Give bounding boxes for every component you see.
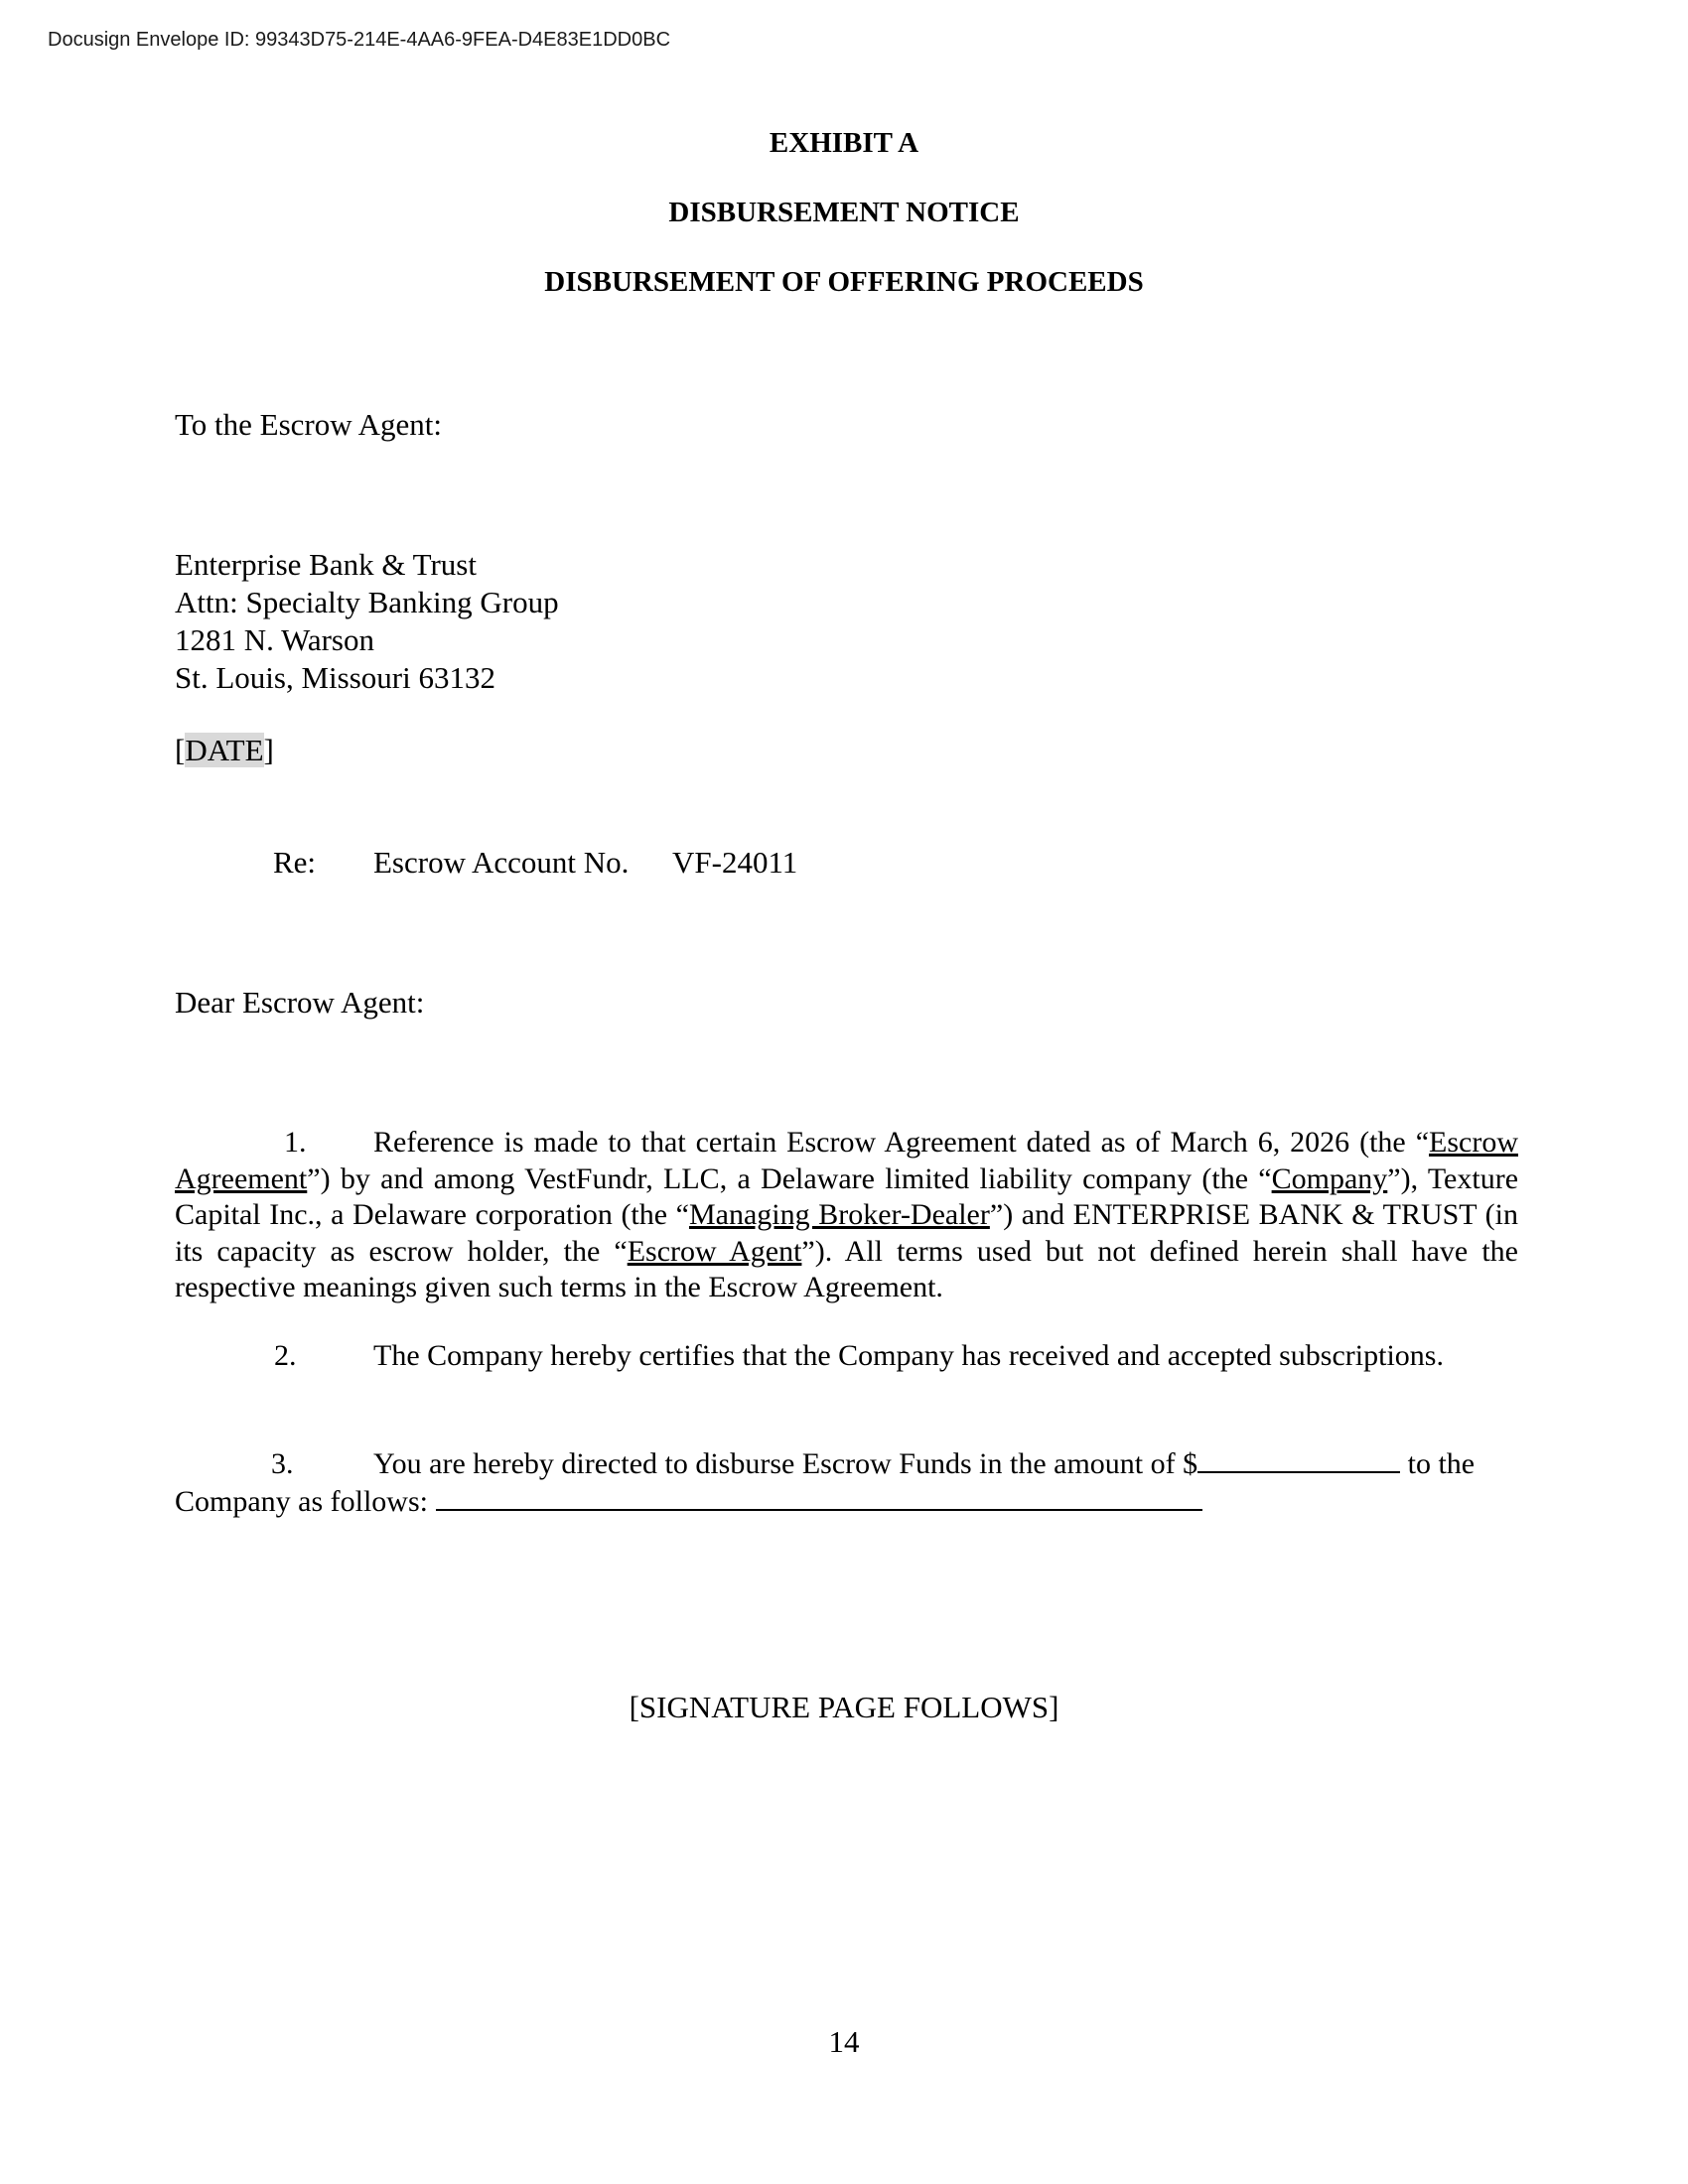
paragraph-3-text-b: to the Company as follows: bbox=[175, 1447, 1476, 1518]
managing-broker-dealer-term: Managing Broker-Dealer bbox=[689, 1198, 990, 1231]
disbursement-instructions-blank-field[interactable] bbox=[436, 1483, 1202, 1511]
salutation: Dear Escrow Agent: bbox=[175, 985, 425, 1020]
paragraph-2-text: The Company hereby certifies that the Company has received and accepted subscriptions. bbox=[373, 1339, 1444, 1372]
subtitle-heading: DISBURSEMENT OF OFFERING PROCEEDS bbox=[544, 266, 1144, 298]
notice-heading: DISBURSEMENT NOTICE bbox=[668, 197, 1020, 228]
paragraph-3-text-a: You are hereby directed to disburse Escrow Funds in the amount of $ bbox=[373, 1447, 1198, 1480]
paragraph-1-text-e: ”). All terms used but not defined herein shall have the respective meanings given such terms in the Escrow Agreement. bbox=[175, 1234, 1518, 1303]
escrow-agent-term: Escrow Agent bbox=[627, 1234, 802, 1268]
date-placeholder: DATE bbox=[185, 733, 264, 767]
paragraph-1-text-c: ”), Texture Capital Inc., a Delaware corporation (the “ bbox=[175, 1161, 1519, 1231]
address-line-4: St. Louis, Missouri 63132 bbox=[175, 660, 495, 695]
re-label: Re: bbox=[273, 845, 317, 880]
paragraph-1-text-b: ”) by and among VestFundr, LLC, a Delaware limited liability company (the “ bbox=[307, 1161, 1272, 1195]
signature-page-note: [SIGNATURE PAGE FOLLOWS] bbox=[629, 1690, 1059, 1724]
date-close-bracket: ] bbox=[263, 733, 274, 767]
date-field bbox=[175, 733, 274, 768]
page-number: 14 bbox=[828, 2024, 860, 2059]
address-line-2: Attn: Specialty Banking Group bbox=[175, 585, 559, 619]
paragraph-3-number: 3. bbox=[271, 1447, 294, 1480]
to-escrow-agent-line: To the Escrow Agent: bbox=[175, 407, 443, 442]
escrow-agreement-term: Escrow Agreement bbox=[175, 1126, 1518, 1195]
exhibit-heading: EXHIBIT A bbox=[769, 127, 919, 159]
paragraph-1-number: 1. bbox=[284, 1126, 307, 1159]
address-line-3: 1281 N. Warson bbox=[175, 622, 375, 657]
company-term: Company bbox=[1271, 1161, 1388, 1195]
recipient-address bbox=[175, 546, 559, 697]
paragraph-2 bbox=[175, 1338, 1518, 1375]
date-open-bracket: [ bbox=[175, 733, 186, 767]
re-escrow-account-label: Escrow Account No. bbox=[373, 845, 630, 880]
paragraph-1-text-a: Reference is made to that certain Escrow Agreement dated as of March 6, 2026 (the “ bbox=[373, 1126, 1430, 1159]
escrow-account-number: VF-24011 bbox=[672, 845, 798, 880]
paragraph-2-number: 2. bbox=[274, 1339, 297, 1372]
paragraph-1-text-d: ”) and ENTERPRISE BANK & TRUST (in its capacity as escrow holder, the “ bbox=[175, 1198, 1519, 1268]
docusign-envelope-id: Docusign Envelope ID: 99343D75-214E-4AA6-9FEA-D4E83E1DD0BC bbox=[48, 29, 671, 51]
paragraph-3 bbox=[175, 1445, 1518, 1520]
amount-blank-field[interactable] bbox=[1197, 1445, 1400, 1473]
paragraph-1 bbox=[175, 1125, 1518, 1306]
address-line-1: Enterprise Bank & Trust bbox=[175, 547, 477, 582]
